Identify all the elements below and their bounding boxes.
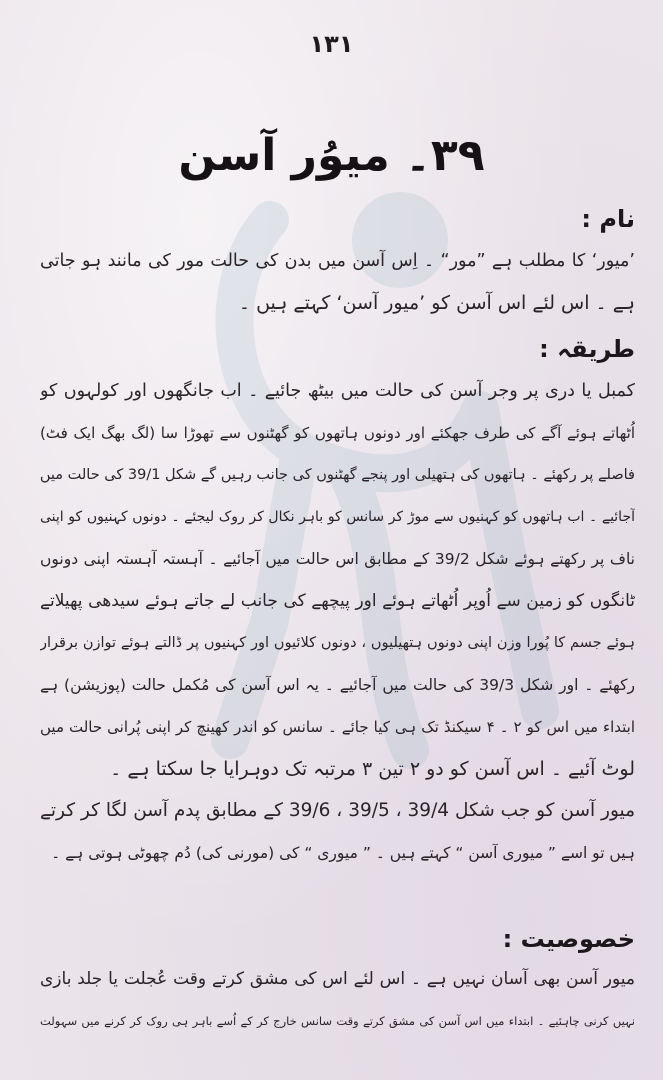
text-line: ہوئے جسم کا پُورا وزن اپنی دونوں ہتھیلیوں ، دونوں کلائیوں اور کہنیوں پر ڈالتے ہوئے توازن برقرار: [40, 635, 635, 651]
section-heading-khasoosiyat: خصوصیت :: [502, 925, 635, 953]
text-line: کمبل یا دری پر وجر آسن کی حالت میں بیٹھ جائیے ۔ اب جانگھوں اور کولہوں کو: [40, 381, 635, 401]
text-line: ٹانگوں کو زمین سے اُوپر اُٹھاتے ہوئے اور پیچھے کی جانب لے جاتے ہوئے سیدھی پھیلاتے: [40, 591, 635, 611]
text-line: رکھئے ۔ اور شکل 39/3 کی حالت میں آجائیے ۔ یہ اس آسن کی مُکمل حالت (پوزیشن) ہے: [40, 676, 635, 694]
text-line: ہیں تو اسے ” میوری آسن “ کہتے ہیں ۔ ” میوری “ کی (مورنی کی) دُم چھوٹی ہوتی ہے ۔: [51, 844, 635, 862]
chapter-title: ٣٩۔ میوُر آسن: [178, 130, 485, 181]
text-line: ہے ۔ اس لئے اس آسن کو ’میور آسن‘ کہتے ہیں ۔: [238, 292, 635, 314]
section-body-naam: [40, 240, 635, 324]
section-heading-tareeqa: طریقہ :: [539, 335, 635, 363]
text-line: لوٹ آئیے ۔ اس آسن کو دو ۲ تین ۳ مرتبہ تک دوہرایا جا سکتا ہے ۔: [110, 758, 635, 780]
text-line: فاصلے پر رکھئے ۔ ہاتھوں کی ہتھیلی اور پنجے گھٹنوں کی جانب رہیں گے شکل 39/1 کی حالت میں: [40, 467, 635, 483]
text-line: نہیں کرنی چاہئیے ۔ ابتداء میں اس آسن کی مشق کرتے وقت سانس خارج کر کے اُسے باہر ہی روک کر کرنے میں سہولت: [40, 1014, 635, 1028]
text-line: میور آسن بھی آسان نہیں ہے ۔ اس لئے اس کی مشق کرتے وقت عُجلت یا جلد بازی: [40, 969, 635, 989]
section-body-khasoosiyat: [40, 958, 635, 1042]
text-line: ناف پر رکھتے ہوئے شکل 39/2 کے مطابق اس حالت میں آجائیے ۔ آہستہ آہستہ اپنی دونوں: [40, 550, 635, 568]
section-body-tareeqa: [40, 370, 635, 874]
text-line: ابتداء میں اس کو ۲ ۔ ۴ سیکنڈ تک ہی کیا جائے ۔ سانس کو اندر کھینچ کر اپنی پُرانی حالت میں: [40, 718, 635, 736]
page-number: ١٣١: [309, 30, 354, 58]
text-line: میور آسن کو جب شکل 39/4 ، 39/5 ، 39/6 کے مطابق پدم آسن لگا کر کرتے: [40, 800, 635, 821]
text-line: اُٹھاتے ہوئے آگے کی طرف جھکئے اور دونوں ہاتھوں کو گھٹنوں سے تھوڑا سا (لگ بھگ ایک فٹ): [40, 424, 635, 442]
text-line: ’میور‘ کا مطلب ہے ”مور“ ۔ اِس آسن میں بدن کی حالت مور کی مانند ہو جاتی: [40, 251, 635, 271]
section-heading-naam: نام :: [581, 205, 635, 233]
text-line: آجائیے ۔ اب ہاتھوں کو کہنیوں سے موڑ کر سانس کو باہر نکال کر روک لیجئے ۔ دونوں کہنیوں کو اپنی: [40, 509, 635, 525]
